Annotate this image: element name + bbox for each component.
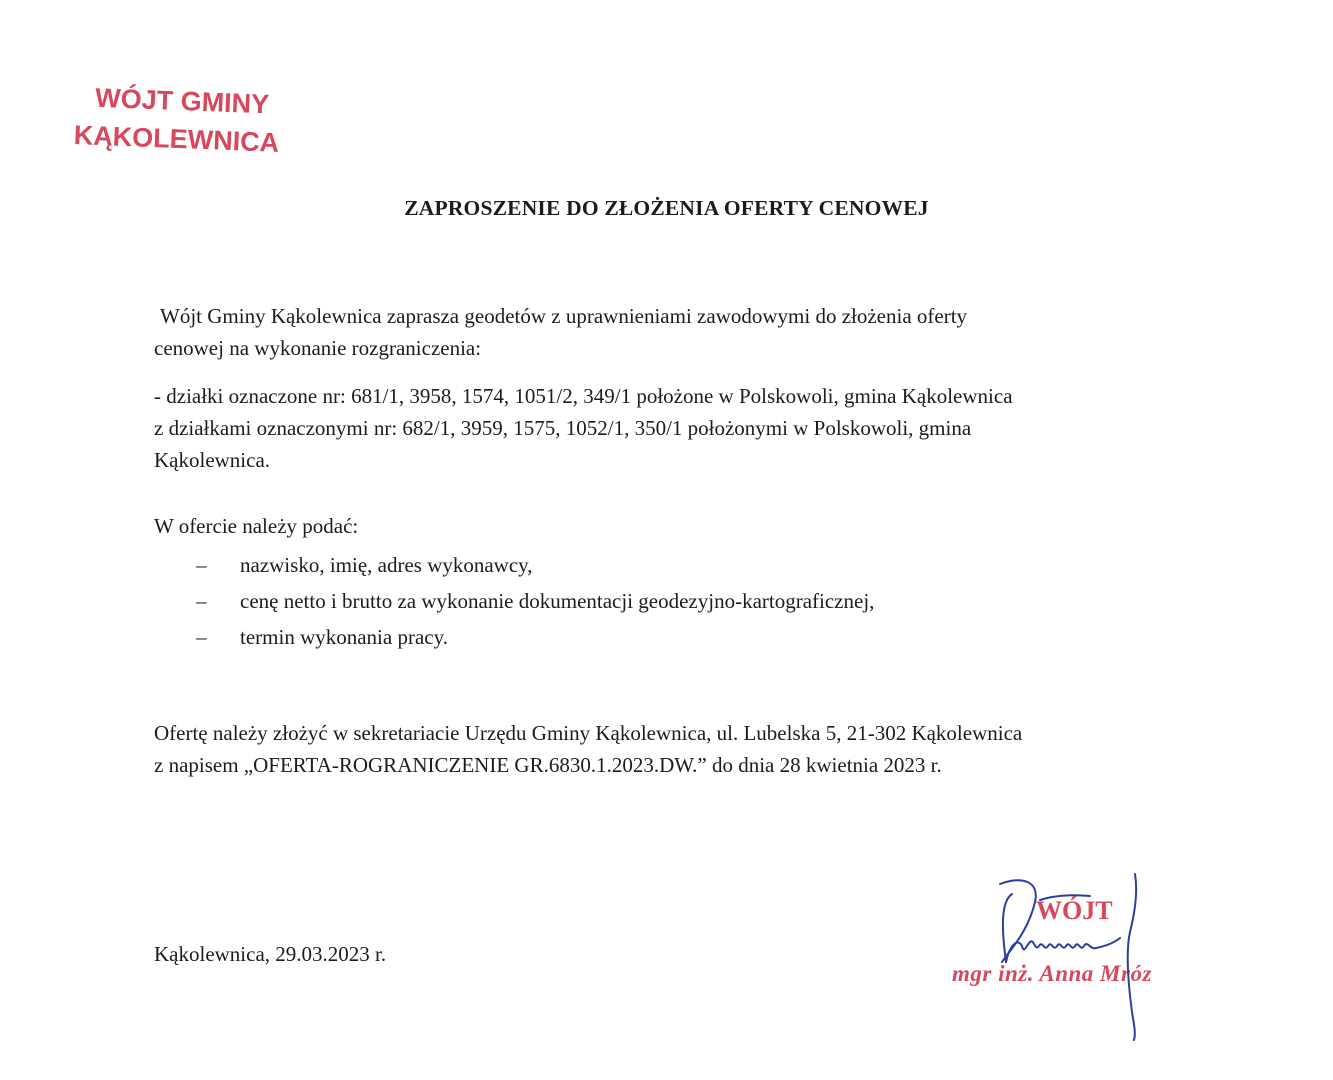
signature-stamp-title: WÓJT: [1036, 896, 1113, 925]
stamp-line-office: WÓJT GMINY: [94, 82, 270, 120]
submission-line: z napisem „OFERTA-ROGRANICZENIE GR.6830.1.2023.DW.” do dnia 28 kwietnia 2023 r.: [154, 753, 942, 777]
bullet-dash: –: [196, 553, 207, 577]
document-title: ZAPROSZENIE DO ZŁOŻENIA OFERTY CENOWEJ: [404, 196, 929, 220]
requirements-lead: W ofercie należy podać:: [154, 514, 359, 538]
list-item: [196, 547, 874, 583]
bullet-dash: –: [196, 625, 207, 649]
requirements-list: [196, 547, 874, 655]
signature-stamp-name: mgr inż. Anna Mróz: [952, 961, 1152, 986]
list-item: [196, 583, 874, 619]
intro-line: cenowej na wykonanie rozgraniczenia:: [154, 336, 482, 360]
parcels-paragraph: [154, 380, 1182, 476]
office-stamp: [73, 78, 316, 163]
submission-line: Ofertę należy złożyć w sekretariacie Urzędu Gminy Kąkolewnica, ul. Lubelska 5, 21-302 Kąkolewnica: [154, 721, 1023, 745]
list-item-text: termin wykonania pracy.: [240, 625, 448, 649]
parcels-line: Kąkolewnica.: [154, 448, 271, 472]
place-and-date: Kąkolewnica, 29.03.2023 r.: [154, 942, 387, 966]
list-item-text: cenę netto i brutto za wykonanie dokumentacji geodezyjno-kartograficznej,: [240, 589, 875, 613]
intro-paragraph: [154, 300, 1182, 364]
submission-paragraph: [154, 717, 1182, 781]
list-item: [196, 619, 874, 655]
parcels-line: z działkami oznaczonymi nr: 682/1, 3959, 1575, 1052/1, 350/1 położonymi w Polskowoli, gmina: [154, 416, 972, 440]
bullet-dash: –: [196, 589, 207, 613]
list-item-text: nazwisko, imię, adres wykonawcy,: [240, 553, 533, 577]
intro-line: Wójt Gminy Kąkolewnica zaprasza geodetów z uprawnieniami zawodowymi do złożenia oferty: [160, 304, 968, 328]
handwritten-signature: [940, 872, 1230, 1052]
parcels-line: - działki oznaczone nr: 681/1, 3958, 1574, 1051/2, 349/1 położone w Polskowoli, gmina Kąkolewnica: [154, 384, 1013, 408]
signature-block: [940, 872, 1230, 1052]
stamp-line-municipality: KĄKOLEWNICA: [73, 119, 280, 158]
